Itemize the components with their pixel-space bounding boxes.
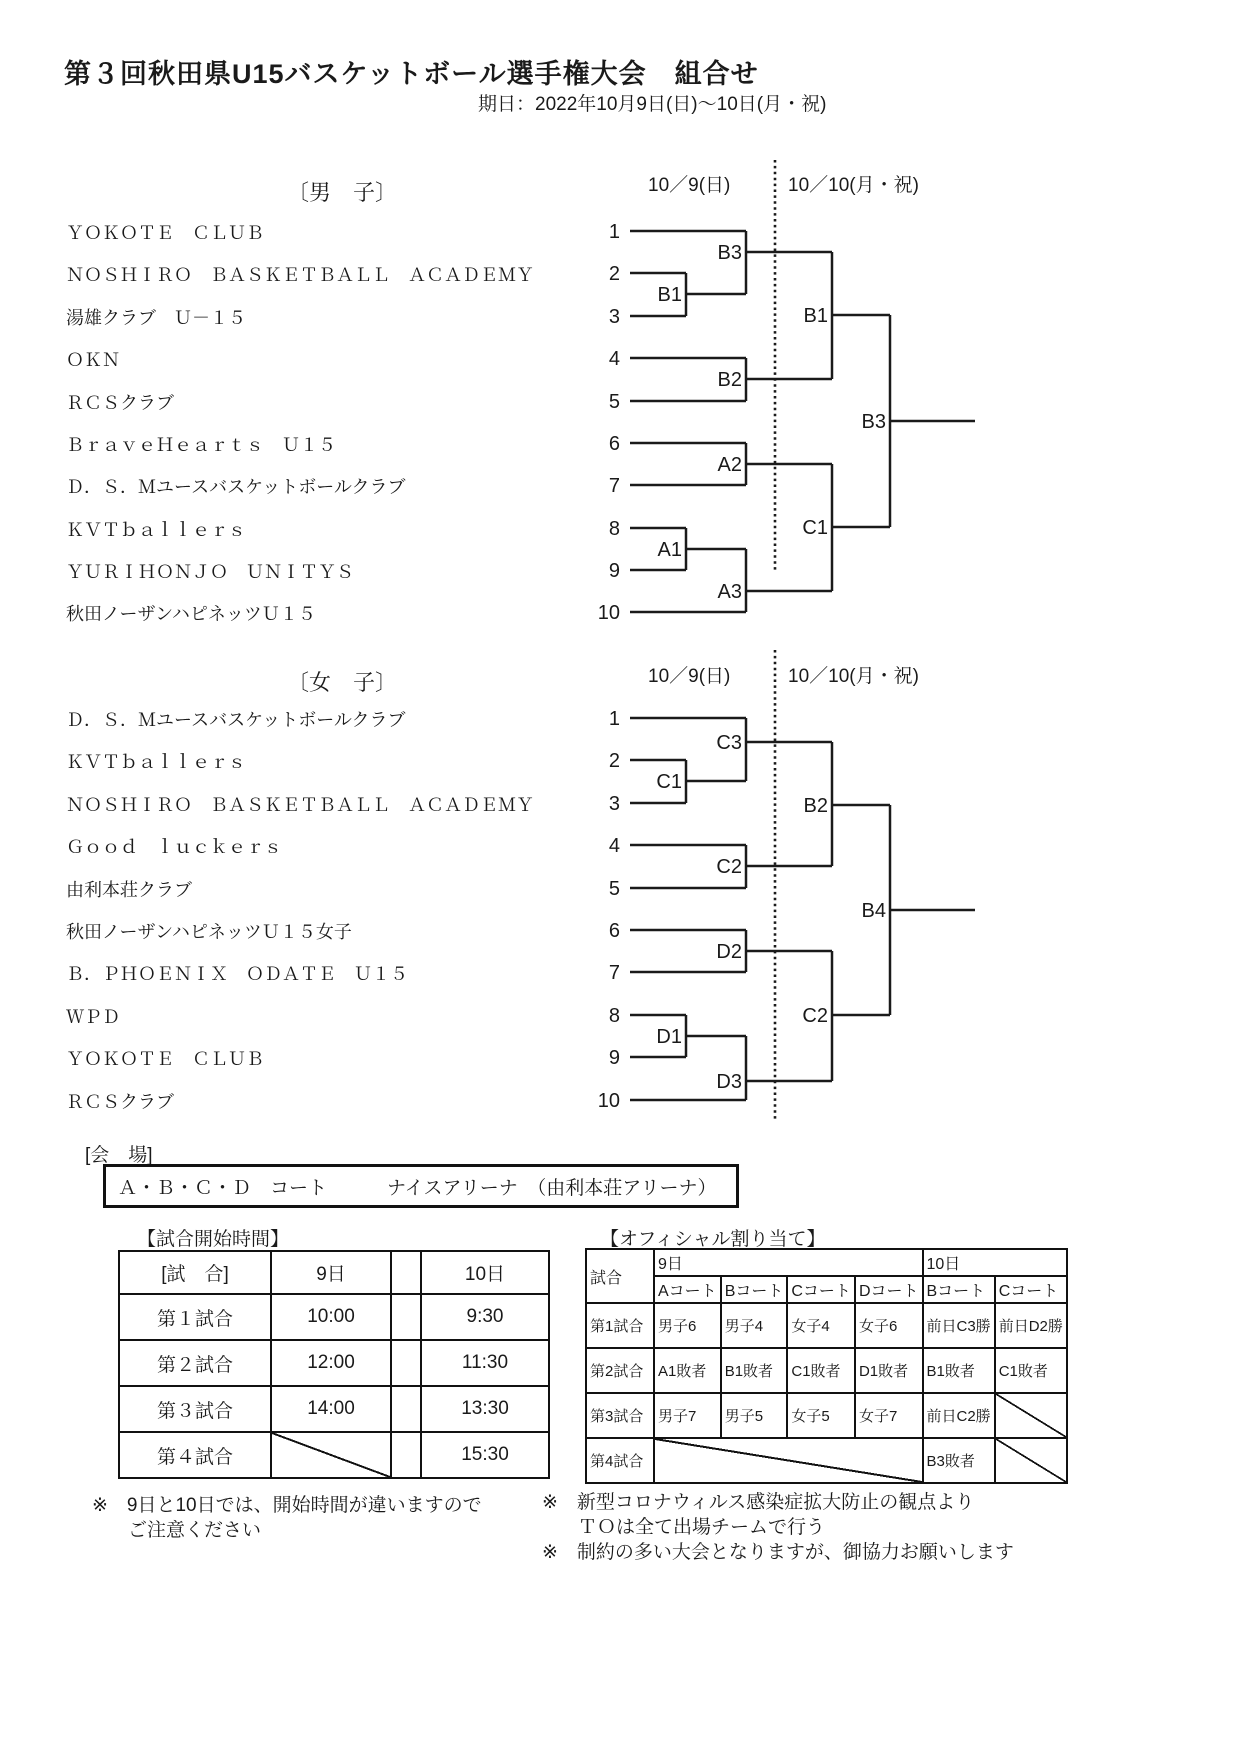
game-label: B2 [717,369,742,391]
table-header-row [119,1251,549,1294]
round-date-label: 10／9(日) [648,175,731,196]
men-final-lines [890,315,975,527]
no-game-cell [271,1432,391,1478]
table-row [119,1340,549,1386]
team-name: ＷＰＤ [66,1007,120,1027]
game-label: A2 [717,454,742,476]
game-label-cell: 第４試合 [119,1432,271,1478]
header-court: Aコート [654,1276,721,1303]
venue-box [103,1164,739,1208]
no-game-cell [995,1393,1067,1438]
game-label-cell: 第３試合 [119,1386,271,1432]
gap-cell [391,1294,421,1340]
duty-cell: 男子6 [654,1303,721,1348]
seed-number: 3 [608,793,620,815]
no-game-cell [654,1438,923,1483]
game-label: D1 [656,1026,682,1048]
round-date-label: 10／9(日) [648,666,731,687]
note-start-time-2: ご注意ください [128,1520,262,1541]
venue-label: [会 場] [85,1145,153,1166]
gap-cell [391,1386,421,1432]
team-name: 秋田ノーザンハピネッツＵ１５ [66,604,316,624]
game-label-cell: 第２試合 [119,1340,271,1386]
note-cooperation: ※ 制約の多い大会となりますが、御協力お願いします [542,1542,1014,1563]
duty-cell: 女子4 [787,1303,855,1348]
header-day10: 10日 [923,1249,1067,1276]
team-name: ＫＶＴｂａｌｌｅｒｓ [66,752,246,772]
duty-cell: B3敗者 [923,1438,995,1483]
team-name: ＯＫＮ [66,350,120,370]
seed-number: 8 [608,518,620,540]
event-date: 期日：2022年10月9日(日)～10日(月・祝) [478,94,827,115]
header-court: Bコート [923,1276,995,1303]
seed-number: 9 [608,560,620,582]
team-name: ＮＯＳＨＩＲＯ ＢＡＳＫＥＴＢＡＬＬ ＡＣＡＤＥＭＹ [66,795,534,815]
seed-number: 8 [608,1005,620,1027]
start-times-table [118,1250,550,1479]
seed-number: 6 [608,433,620,455]
duty-cell: 前日C3勝 [923,1303,995,1348]
seed-number: 1 [608,708,620,730]
game-label-cell: 第１試合 [119,1294,271,1340]
team-name: 由利本荘クラブ [66,880,192,900]
seed-number: 1 [608,221,620,243]
women-round2-lines [746,718,832,1100]
seed-number: 9 [608,1047,620,1069]
team-name: ＹＯＫＯＴＥ ＣＬＵＢ [66,223,264,243]
game-label: B1 [657,284,682,306]
officials-table [585,1248,1068,1484]
gap-cell [391,1340,421,1386]
team-name: ＹＵＲＩＨＯＮＪＯ ＵＮＩＴＹＳ [66,562,354,582]
time-cell: 10:00 [271,1294,391,1340]
header-gap [391,1251,421,1294]
duty-cell: B1敗者 [721,1348,788,1393]
header-day10: 10日 [421,1251,549,1294]
team-name: Ｂ．ＰＨＯＥＮＩＸ ＯＤＡＴＥ Ｕ１５ [66,964,408,984]
note-covid-2: ＴＯは全て出場チームで行う [578,1517,826,1538]
game-label: B3 [861,411,886,433]
game-label: D2 [716,941,742,963]
duty-cell: 前日C2勝 [923,1393,995,1438]
game-label: B1 [803,305,828,327]
women-seed-lines [630,718,746,1100]
team-name: ＫＶＴｂａｌｌｅｒｓ [66,520,246,540]
venue-name: ナイスアリーナ （由利本荘アリーナ） [387,1177,717,1199]
duty-cell: D1敗者 [855,1348,923,1393]
duty-cell: 前日D2勝 [995,1303,1067,1348]
seed-number: 6 [608,920,620,942]
table-header-row [586,1276,1067,1303]
table-header-row [586,1249,1067,1276]
game-label: B4 [861,900,886,922]
start-times-title: 【試合開始時間】 [137,1229,290,1250]
header-game: 試合 [586,1249,654,1303]
seed-number: 7 [608,962,620,984]
note-start-time-1: ※ 9日と10日では、開始時間が違いますので [92,1495,482,1516]
seed-number: 3 [608,306,620,328]
time-cell: 11:30 [421,1340,549,1386]
team-name: Ｄ．Ｓ．Ｍユースバスケットボールクラブ [66,477,406,497]
team-name: Ｇｏｏｄ ｌｕｃｋｅｒｓ [66,837,282,857]
table-row [586,1393,1067,1438]
table-row [119,1386,549,1432]
seed-number: 10 [597,602,620,624]
game-label: B3 [717,242,742,264]
time-cell: 15:30 [421,1432,549,1478]
seed-number: 5 [608,878,620,900]
women-round1-lines [686,760,746,1057]
seed-number: 10 [597,1090,620,1112]
team-name: ＲＣＳクラブ [66,1092,174,1112]
seed-number: 4 [608,348,620,370]
duty-cell: B1敗者 [923,1348,995,1393]
game-label: C3 [716,732,742,754]
game-label: D3 [716,1071,742,1093]
team-name: ＹＯＫＯＴＥ ＣＬＵＢ [66,1049,264,1069]
game-label: C1 [656,771,682,793]
seed-number: 4 [608,835,620,857]
team-name: Ｄ．Ｓ．Ｍユースバスケットボールクラブ [66,710,406,730]
team-name: 秋田ノーザンハピネッツＵ１５女子 [66,922,352,942]
men-round2-lines [746,231,832,612]
game-label-cell: 第4試合 [586,1438,654,1483]
duty-cell: 男子4 [721,1303,788,1348]
men-semifinal-lines [832,252,890,591]
seed-number: 7 [608,475,620,497]
women-section-heading: 〔女 子〕 [287,670,398,695]
header-game: [試 合] [119,1251,271,1294]
gap-cell [391,1432,421,1478]
seed-number: 2 [608,750,620,772]
table-row [119,1432,549,1478]
duty-cell: C1敗者 [787,1348,855,1393]
header-day9: 9日 [654,1249,923,1276]
round-date-label: 10／10(月・祝) [788,666,919,687]
time-cell: 9:30 [421,1294,549,1340]
game-label-cell: 第1試合 [586,1303,654,1348]
no-game-cell [995,1438,1067,1483]
table-row [586,1438,1067,1483]
duty-cell: A1敗者 [654,1348,721,1393]
men-section-heading: 〔男 子〕 [287,180,398,205]
header-court: Cコート [787,1276,855,1303]
venue-courts: Ａ・Ｂ・Ｃ・Ｄ コート [118,1177,328,1199]
table-row [586,1348,1067,1393]
header-court: Dコート [855,1276,923,1303]
time-cell: 13:30 [421,1386,549,1432]
game-label-cell: 第2試合 [586,1348,654,1393]
time-cell: 12:00 [271,1340,391,1386]
header-court: Cコート [995,1276,1067,1303]
team-name: ＲＣＳクラブ [66,393,174,413]
team-name: ＮＯＳＨＩＲＯ ＢＡＳＫＥＴＢＡＬＬ ＡＣＡＤＥＭＹ [66,265,534,285]
table-row [586,1303,1067,1348]
team-name: 湯雄クラブ Ｕ－１５ [66,308,246,328]
game-label: B2 [803,795,828,817]
men-seed-lines [630,231,746,612]
duty-cell: 女子6 [855,1303,923,1348]
game-label: A3 [717,581,742,603]
game-label: C2 [716,856,742,878]
team-name: ＢｒａｖｅＨｅａｒｔｓ Ｕ１５ [66,435,336,455]
duty-cell: C1敗者 [995,1348,1067,1393]
duty-cell: 男子7 [654,1393,721,1438]
game-label: A1 [657,539,682,561]
header-court: Bコート [721,1276,788,1303]
seed-number: 2 [608,263,620,285]
duty-cell: 女子5 [787,1393,855,1438]
duty-cell: 男子5 [721,1393,788,1438]
women-semifinal-lines [832,742,890,1081]
game-label-cell: 第3試合 [586,1393,654,1438]
game-label: C2 [802,1005,828,1027]
women-final-lines [890,805,975,1015]
round-date-label: 10／10(月・祝) [788,175,919,196]
time-cell: 14:00 [271,1386,391,1432]
officials-title: 【オフィシャル割り当て】 [600,1229,826,1250]
seed-number: 5 [608,391,620,413]
game-label: C1 [802,517,828,539]
men-round1-lines [686,273,746,570]
duty-cell: 女子7 [855,1393,923,1438]
tournament-title: 第３回秋田県U15バスケットボール選手権大会 組合せ [64,59,759,89]
note-covid-1: ※ 新型コロナウィルス感染症拡大防止の観点より [542,1492,975,1513]
table-row [119,1294,549,1340]
header-day9: 9日 [271,1251,391,1294]
